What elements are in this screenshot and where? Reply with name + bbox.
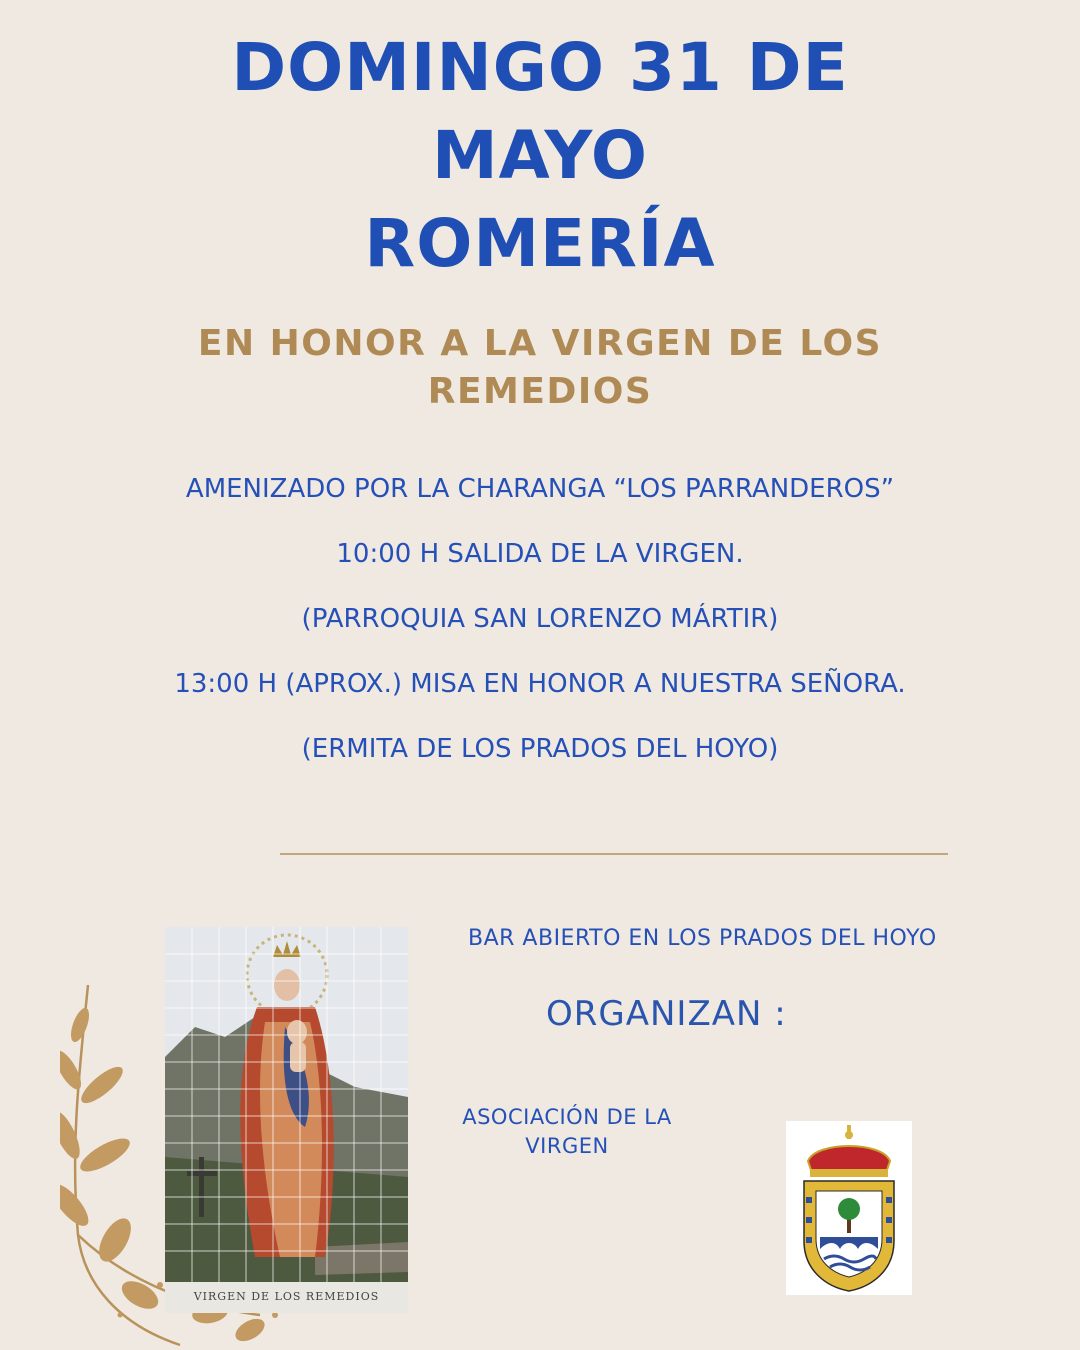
detail-parroquia: (PARROQUIA SAN LORENZO MÁRTIR) xyxy=(301,604,779,634)
coat-of-arms-icon xyxy=(786,1121,912,1295)
title-line-3: ROMERÍA xyxy=(364,205,716,282)
detail-ermita: (ERMITA DE LOS PRADOS DEL HOYO) xyxy=(301,734,779,764)
title-line-1: DOMINGO 31 DE xyxy=(231,29,849,106)
detail-misa: 13:00 H (APROX.) MISA EN HONOR A NUESTRA SEÑORA. xyxy=(174,669,906,699)
detail-charanga: AMENIZADO POR LA CHARANGA “LOS PARRANDEROS” xyxy=(185,474,895,504)
detail-salida: 10:00 H SALIDA DE LA VIRGEN. xyxy=(336,539,744,569)
organizers-heading: ORGANIZAN : xyxy=(546,994,787,1034)
association-line-1: ASOCIACIÓN DE LA xyxy=(462,1105,672,1129)
divider-line xyxy=(280,853,948,855)
subtitle-line-2: REMEDIOS xyxy=(427,371,653,412)
event-title xyxy=(0,24,1080,288)
organizer-association xyxy=(440,1103,694,1161)
coat-of-arms-container xyxy=(786,1121,912,1295)
photo-caption: VIRGEN DE LOS REMEDIOS xyxy=(193,1290,380,1303)
association-line-2: VIRGEN xyxy=(525,1134,609,1158)
virgin-illustration xyxy=(165,927,408,1313)
virgin-tile-photo xyxy=(165,927,408,1313)
subtitle-line-1: EN HONOR A LA VIRGEN DE LOS xyxy=(197,323,883,364)
bar-open-text: BAR ABIERTO EN LOS PRADOS DEL HOYO xyxy=(468,926,937,951)
event-subtitle xyxy=(0,320,1080,416)
title-line-2: MAYO xyxy=(432,117,648,194)
